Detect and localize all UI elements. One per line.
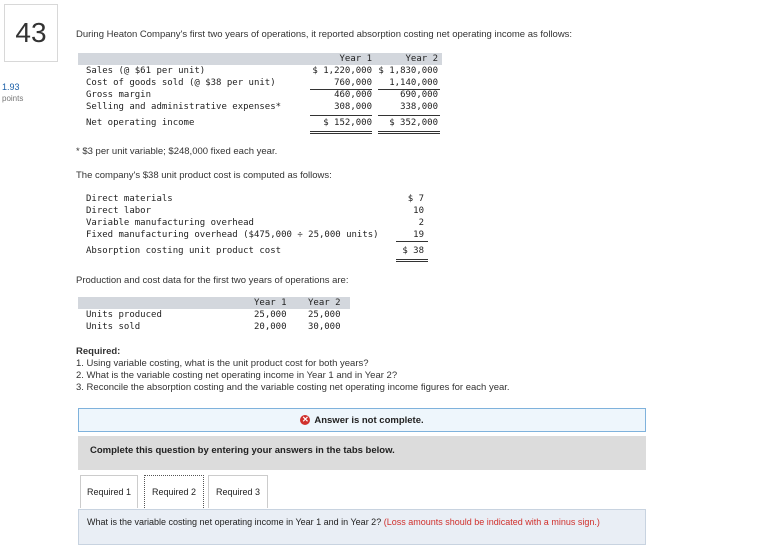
tab-required-2[interactable]: Required 2: [144, 475, 204, 508]
row-year2: $ 1,830,000: [378, 66, 438, 76]
row-year1: 308,000: [334, 102, 372, 112]
table-row: [78, 117, 442, 129]
total-rule: [378, 133, 440, 134]
total-rule: [378, 131, 440, 132]
table-row: [78, 101, 442, 113]
col-year1-header: Year 1: [339, 54, 372, 64]
answer-status-text: Answer is not complete.: [314, 414, 424, 426]
row-year1: $ 1,220,000: [312, 66, 372, 76]
required-heading: Required:: [76, 346, 121, 357]
col-year1-header: Year 1: [254, 298, 287, 308]
instruction-text: Complete this question by entering your answers in the tabs below.: [90, 445, 395, 456]
table-row: [78, 309, 350, 321]
unit-cost-table: [78, 193, 430, 257]
table-row: [78, 77, 442, 89]
total-rule: [396, 259, 428, 260]
row-label: Sales (@ $61 per unit): [86, 66, 206, 76]
row-label: Net operating income: [86, 118, 195, 128]
row-value: 10: [413, 206, 424, 216]
row-label: Fixed manufacturing overhead ($475,000 ÷ 25,000 units): [86, 230, 379, 240]
subtotal-rule: [396, 241, 428, 242]
row-value: 19: [413, 230, 424, 240]
instruction-banner: [78, 436, 646, 470]
subtotal-rule: [378, 89, 440, 90]
row-label: Cost of goods sold (@ $38 per unit): [86, 78, 276, 88]
income-statement-table: [78, 53, 442, 129]
table-header: [78, 53, 442, 65]
row-year2: 30,000: [308, 322, 341, 332]
panel-hint: (Loss amounts should be indicated with a minus sign.): [383, 517, 600, 527]
error-x-icon: ✕: [302, 415, 309, 424]
row-label: Direct labor: [86, 206, 152, 216]
row-year1: $ 152,000: [323, 118, 372, 128]
row-year2: 338,000: [400, 102, 438, 112]
row-year1: 760,000: [334, 78, 372, 88]
table-row: [78, 217, 430, 229]
row-year1: 20,000: [254, 322, 287, 332]
required-item: 2. What is the variable costing net operating income in Year 1 and in Year 2?: [76, 370, 398, 381]
table-row: [78, 229, 430, 241]
row-value: $ 38: [402, 246, 424, 256]
unit-cost-intro: The company's $38 unit product cost is computed as follows:: [76, 170, 332, 181]
row-year2: $ 352,000: [389, 118, 438, 128]
row-value: 2: [418, 218, 424, 228]
table-row: [78, 205, 430, 217]
production-intro: Production and cost data for the first two years of operations are:: [76, 275, 349, 286]
production-table: [78, 297, 350, 333]
total-rule: [396, 261, 428, 262]
required-item: 3. Reconcile the absorption costing and the variable costing net operating income figures for each year.: [76, 382, 510, 393]
question-intro: During Heaton Company's first two years of operations, it reported absorption costing net operating income as follows:: [76, 29, 573, 40]
row-label: Selling and administrative expenses*: [86, 102, 282, 112]
row-year2: 25,000: [308, 310, 341, 320]
row-label: Units sold: [86, 322, 141, 332]
col-year2-header: Year 2: [405, 54, 438, 64]
tab-required-3[interactable]: Required 3: [208, 475, 268, 508]
row-year2: 1,140,000: [389, 78, 438, 88]
row-label: Direct materials: [86, 194, 173, 204]
row-value: $ 7: [407, 194, 424, 204]
table-header-row: [78, 297, 350, 309]
panel-prompt: What is the variable costing net operating income in Year 1 and in Year 2?: [87, 517, 382, 527]
row-year2: 690,000: [400, 90, 438, 100]
table-row: [78, 321, 350, 333]
total-rule: [310, 133, 372, 134]
tab-required-1[interactable]: Required 1: [80, 475, 138, 508]
total-rule: [310, 131, 372, 132]
subtotal-rule: [310, 89, 372, 90]
footnote: * $3 per unit variable; $248,000 fixed each year.: [76, 146, 278, 157]
table-row: [78, 245, 430, 257]
row-label: Absorption costing unit product cost: [86, 246, 282, 256]
points-value: 1.93: [2, 82, 20, 92]
required-item: 1. Using variable costing, what is the unit product cost for both years?: [76, 358, 369, 369]
row-label: Variable manufacturing overhead: [86, 218, 254, 228]
table-row: [78, 193, 430, 205]
col-year2-header: Year 2: [308, 298, 341, 308]
row-year1: 25,000: [254, 310, 287, 320]
points-label: points: [2, 94, 24, 103]
answer-status-banner: [78, 408, 646, 432]
points-block: [2, 81, 23, 105]
row-year1: 460,000: [334, 90, 372, 100]
question-number: 43: [4, 4, 58, 62]
row-label: Units produced: [86, 310, 162, 320]
table-row: [78, 89, 442, 101]
tab-question-panel: [78, 509, 646, 545]
required-section: [76, 346, 510, 394]
subtotal-rule: [310, 115, 372, 116]
table-row: [78, 65, 442, 77]
subtotal-rule: [378, 115, 440, 116]
row-label: Gross margin: [86, 90, 152, 100]
